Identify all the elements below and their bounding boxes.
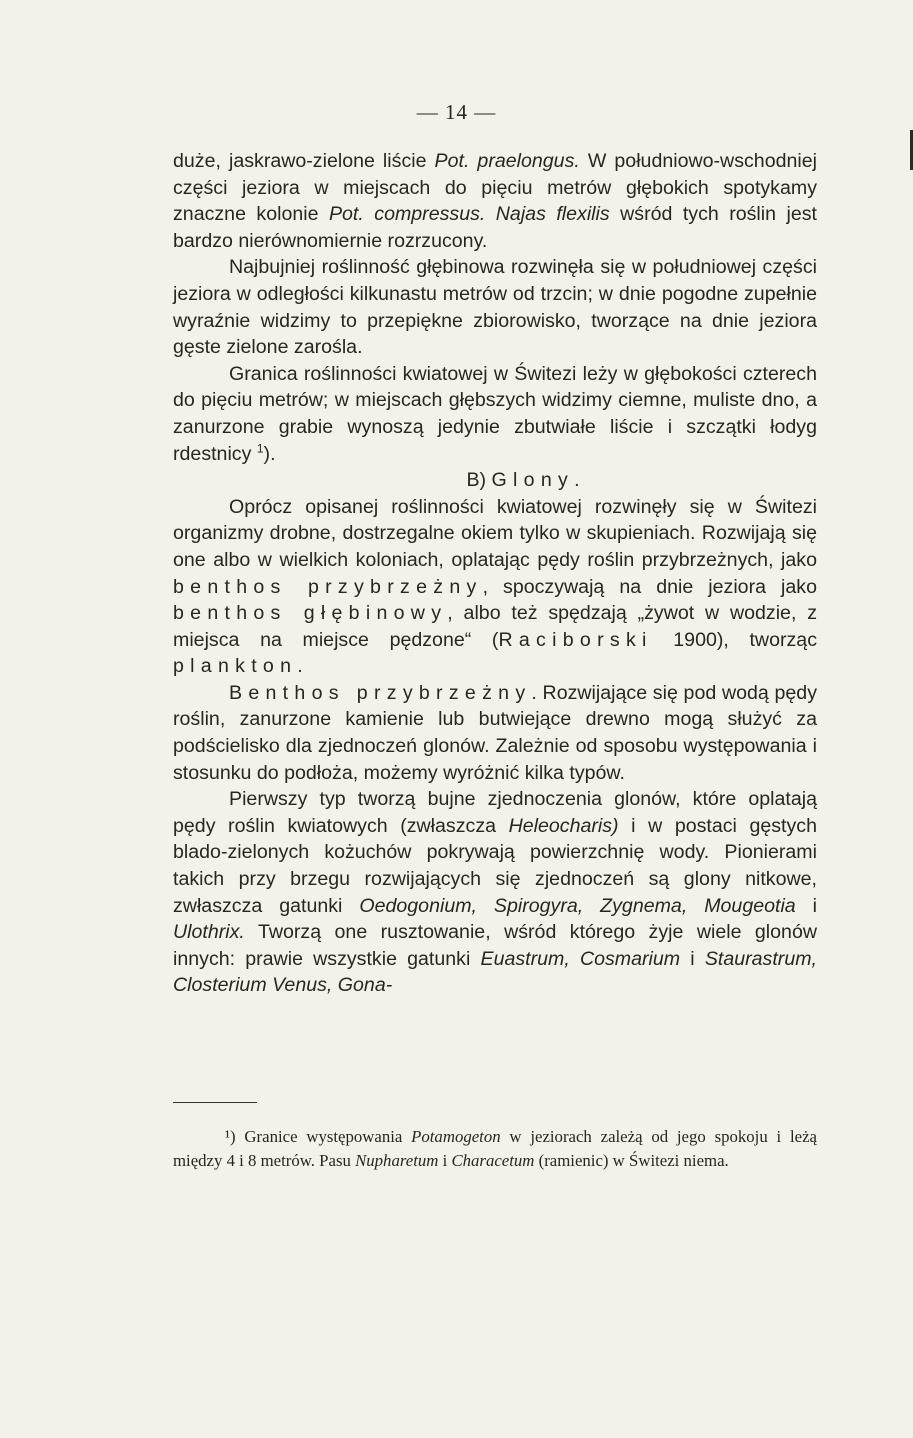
- paragraph-3: Granica roślinności kwiatowej w Świtezi leży w głębokości czterech do pięciu metrów; w miejscach głębszych widzimy ciemne, muliste dno, a zanurzone grabie wynoszą jedynie zbutwiałe liście i szczątki łodyg rdestnicy $^1$).: [173, 362, 817, 465]
- paragraph-6: Pierwszy typ tworzą bujne zjednoczenia glonów, które oplatają pędy roślin kwiatowych (zwłaszcza Heleocharis) i w postaci gęstych blado-zielonych kożuchów pokrywają powierzchnię wody. Pionierami takich przy brzegu rozwijających się zjednoczeń są glony nitkowe, zwłaszcza gatunki Oedogonium, Spirogyra, Zygnema, Mougeotia i Ulothrix. Tworzą one rusztowanie, wśród którego żyje wiele glonów innych: prawie wszystkie gatunki Euastrum, Cosmarium i Staurastrum, Closterium Venus, Gona-: [173, 788, 818, 997]
- footnote: ¹) Granice występowania Potamogeton w jeziorach zależą od jego spokoju i leżą między 4 i 8 metrów. Pasu Nupharetum i Characetum (ramienic) w Świtezi niema.: [173, 1127, 817, 1170]
- paragraph-1: duże, jaskrawo-zielone liście Pot. praelongus. W południowo-wschodniej części jeziora w miejscach do pięciu metrów głębokich spotykamy znaczne kolonie Pot. compressus. Najas flexilis wśród tych roślin jest bardzo nierównomiernie rozrzucony.: [173, 150, 817, 252]
- footnote-divider: [173, 1102, 257, 1103]
- paragraph-4: Oprócz opisanej roślinności kwiatowej rozwinęły się w Świtezi organizmy drobne, dostrzegalne okiem tylko w skupieniach. Rozwijają się one albo w wielkich koloniach, oplatając pędy roślin przybrzeżnych, jako benthos przybrzeżny, spoczywają na dnie jeziora jako benthos głębinowy, albo też spędzają „żywot w wodzie, z miejsca na miejsce pędzone“ (Raciborski 1900), tworząc plankton.: [173, 495, 817, 678]
- footnote-mark: ¹): [225, 1127, 236, 1146]
- page-number: — 14 —: [416, 100, 497, 124]
- footnote-ref: 1: [256, 441, 264, 455]
- paragraph-2: Najbujniej roślinność głębinowa rozwinęła się w południowej części jeziora w odległości kilkunastu metrów od trzcin; w dnie pogodne zupełnie wyraźnie widzimy to przepiękne zbiorowisko, tworzące na dnie jeziora gęste zielone zarośla.: [173, 256, 817, 359]
- paragraph-5: Benthos przybrzeżny. Rozwijające się pod wodą pędy roślin, zanurzone kamienie lub butwiejące drewno mogą służyć za podścielisko dla zjednoczeń glonów. Zależnie od sposobu występowania i stosunku do podłoża, możemy wyróżnić kilka typów.: [173, 681, 817, 784]
- main-text: [173, 148, 817, 999]
- section-heading: B) Glony.: [466, 469, 580, 492]
